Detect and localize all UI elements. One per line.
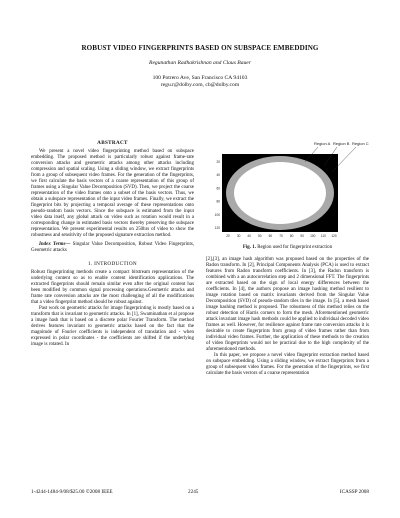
region-figure <box>206 138 369 242</box>
y-tick-label: 100 <box>214 212 220 217</box>
x-tick-label: 60 <box>268 234 273 238</box>
footer-page-number: 2245 <box>188 489 199 495</box>
x-tick-label: 70 <box>279 234 283 238</box>
index-terms-text: Singular Value Decomposition, Robust Video Fingerprints, Geometric attacks <box>31 242 194 253</box>
paper-affiliation <box>0 75 400 89</box>
x-axis-ticks <box>226 234 337 238</box>
y-tick-label: 80 <box>216 199 220 204</box>
y-tick-label: 20 <box>216 160 220 164</box>
y-tick-label: 120 <box>214 226 220 230</box>
right-paragraph-1: [2],[3], an image hash algorithm was proposed based on the properties of the Radon transform. In [2], Principal Components Analysis (PCA) is used to extract features from Radon transform coefficients. In [3], the Radon transform is combined with a an autocorrelation step and 2 dimensional FFT. The fingerprints are extracted based on the sign of local energy differences between the coefficients. In [4], the authors propose an image hashing method resilient to image rotation based on matrix invariants derived from the Singular Value Decomposition (SVD) of pseudo-random tiles in the image. In [5], a mesh based image hashing method is proposed. The robustness of this method relies on the robust detection of Harris corners to form the mesh. Aforementioned geometric attack invariant image hash methods could be applied to individual decoded video frames as well. However, for resilience against frame rate conversion attacks it is desirable to create fingerprints from group of video frames rather than from individual video frames. Further, the application of these methods to the creation of video fingerprints would not be practical due to the high complexity of the aforementioned methods. <box>206 257 369 352</box>
region-label-c: Region C <box>352 141 369 146</box>
footer-conference: ICASSP 2008 <box>339 489 369 495</box>
paper-title: ROBUST VIDEO FINGERPRINTS BASED ON SUBSPACE EMBEDDING <box>81 44 319 52</box>
x-tick-label: 110 <box>320 234 326 238</box>
x-tick-label: 100 <box>310 234 316 238</box>
index-terms-label: Index Terms— <box>39 242 71 247</box>
introduction-heading: 1. INTRODUCTION <box>88 261 137 267</box>
index-terms <box>31 242 194 254</box>
x-tick-label: 30 <box>236 234 241 238</box>
figure-1-caption <box>206 245 369 251</box>
introduction-paragraph-1: Robust fingerprinting methods create a compact bitstream representation of the underlying content so as to enable content identification applications. The extracted fingerprints should remain similar even after the original content has been modified by common signal processing operations.Geometric attacks and frame rate conversion attacks are the most challenging of all the modifications that a video fingerprint method should be robust against. <box>31 270 194 305</box>
y-tick-label: 60 <box>216 186 220 191</box>
region-label-b: Region B <box>333 141 350 146</box>
y-axis-ticks <box>215 160 221 230</box>
x-tick-label: 50 <box>258 234 262 238</box>
x-tick-label: 90 <box>300 234 304 238</box>
right-paragraph-2: In this paper, we propose a novel video fingerprint extraction method based on subspace embedding. Using a sliding window, we extract fingerprints from a group of subsequent video frames. For the generation of the fingerprints, we first calculate the basis vectors of a coarse representation <box>206 353 369 376</box>
abstract-body: We present a novel video fingerprinting method based on subspace embedding. The proposed method is particularly robust against frame-rate conversion attacks and geometric attacks among other attacks including compression and spatial scaling. Using a sliding window, we extract fingerprints from a group of subsequent video frames. For the generation of the fingerprints, we first calculate the basis vectors of a coarse representation of this group of frames using a Singular Value Decomposition (SVD). Then, we project the coarse representation of the video frames onto a subset of the basis vectors. Thus, we obtain a subspace representation of the input video frames. Finally, we extract the fingerprint bits by projecting a temporal average of these representations onto pseudo-random basis vectors. Since the subspace is estimated from the input video data itself, any global attack on video such as rotation would result in a corresponding change in estimated basis vectors thereby preserving the subspace representation. We present experimental results on 250hrs of video to show the robustness and sensitivity of the proposed signature extraction method. <box>31 149 194 238</box>
left-column <box>31 140 194 348</box>
figure-caption-label: Fig. 1. <box>242 245 256 250</box>
x-tick-label: 120 <box>331 234 337 238</box>
right-column <box>206 138 369 377</box>
introduction-paragraph-2: Past work on geometric attacks for image fingerprinting is mostly based on a transform that is invariant to geometric attacks. In [1], Swaminathan et al propose a image hash that is based on a discrete polar Fourier Transform. The method derives features invariant to geometric attacks based on the fact that the magnitude of Fourier coefficients is independent of translation and - when expressed in polar coordinates - the coefficients are shifted if the underlying image is rotated. In <box>31 306 194 347</box>
abstract-heading: ABSTRACT <box>97 140 128 146</box>
author-emails: regu.r@dolby.com, cb@dolby.com <box>160 82 240 88</box>
figure-1 <box>206 138 369 242</box>
paper-authors: Regunathan Radhakrishnan and Claus Bauer <box>149 60 251 66</box>
y-tick-label: 40 <box>216 173 220 178</box>
author-address: 100 Potrero Ave, San Francisco CA 94103 <box>152 75 248 81</box>
footer-copyright: 1-4244-1484-9/08/$25.00 ©2008 IEEE <box>31 489 113 495</box>
region-ring-inner <box>234 162 326 224</box>
x-tick-label: 80 <box>289 234 294 238</box>
region-label-a: Region A <box>314 141 331 146</box>
figure-caption-text: Region used for fingerprint extraction <box>255 245 333 250</box>
x-tick-label: 20 <box>226 234 230 238</box>
x-tick-label: 40 <box>247 234 251 238</box>
